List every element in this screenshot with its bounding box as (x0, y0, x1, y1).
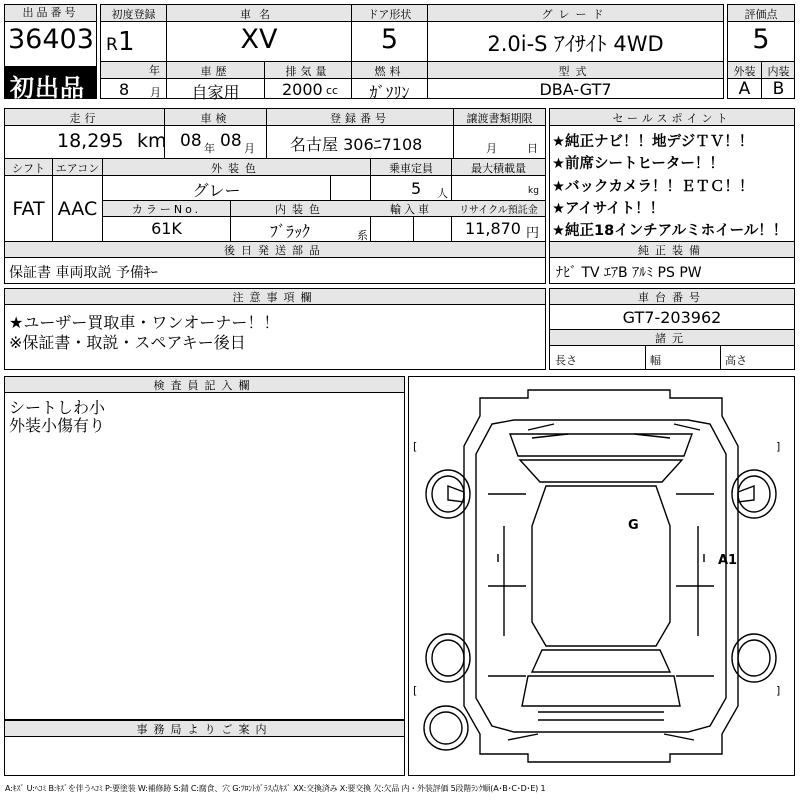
plate-number: 名古屋 306ﾆ7108 (290, 135, 423, 154)
shift-label: シフト (12, 162, 45, 175)
insp-month: 08 (220, 131, 242, 151)
car-name: XV (240, 24, 278, 55)
plate-label: 登録番号 (330, 112, 390, 125)
ac: AAC (57, 198, 98, 220)
later-parts: 保証書 車両取説 予備ｷｰ (9, 265, 158, 281)
recycle-unit: 円 (526, 226, 540, 241)
mileage-label: 走行 (69, 112, 100, 125)
recycle-label: リサイクル預託金 (459, 205, 538, 216)
height-label: 高さ (725, 354, 747, 367)
sales-point-2: ★前席シートヒーター！！ (552, 156, 724, 172)
grade: 2.0i-S ｱｲｻｲﾄ 4WD (487, 32, 664, 56)
door-label: ドア形状 (367, 8, 412, 21)
capacity: 5 (411, 179, 422, 198)
load-label: 最大積載量 (471, 162, 526, 175)
length-label: 長さ (555, 354, 577, 367)
displacement: 2000 (282, 80, 323, 99)
displacement-unit: cc (326, 84, 339, 97)
shift: FAT (12, 198, 45, 220)
damage-mark-side: A1 (718, 553, 738, 568)
sales-point-1: ★純正ナビ！！地デジＴＶ！！ (552, 134, 754, 150)
ext-color: グレー (192, 181, 241, 200)
era: R (106, 35, 118, 55)
fuel-label: 燃料 (374, 65, 405, 78)
history: 自家用 (191, 83, 240, 102)
ext-color-label: 外装色 (211, 162, 262, 175)
sales-points-label: セールスポイント (612, 112, 732, 125)
chassis-number: GT7-203962 (622, 308, 722, 327)
legend: A:ｷｽﾞ U:ﾍｺﾐ B:ｷｽﾞを伴うﾍｺﾐ P:要塗装 W:補修跡 S:錆 C:腐食、穴 G:ﾌﾛﾝﾄｶﾞﾗｽ点ｷｽﾞ XX:交換済み X:要交換 欠:欠品 内・外装評価 5段階ﾗﾝｸ順(A･B･C･D･E) 1 (5, 784, 546, 793)
grade-label: グレード (541, 8, 610, 21)
int-color: ﾌﾞﾗｯｸ (270, 222, 311, 241)
color-no: 61K (151, 219, 182, 238)
lot-number: 36403 (8, 24, 94, 55)
reg-year: 1 (118, 27, 135, 57)
diagram-bracket-rr: ] (776, 684, 781, 697)
later-parts-label: 後日発送部品 (224, 244, 326, 257)
notes-label: 注意事項欄 (232, 291, 318, 304)
equipment-label: 純正装備 (638, 244, 706, 257)
int-color-label: 内装色 (275, 203, 326, 216)
inspector-line-2: 外装小傷有り (9, 416, 106, 435)
door-type: 5 (380, 24, 399, 55)
transfer-day-unit: 日 (527, 142, 538, 155)
capacity-label: 乗車定員 (389, 162, 433, 175)
first-listing-text: 初出品 (10, 74, 85, 102)
sales-point-5: ★純正18インチアルミホイール！！ (552, 223, 788, 239)
sales-point-3: ★バックカメラ！！ＥＴＣ！！ (552, 179, 754, 195)
displacement-label: 排気量 (285, 65, 331, 78)
notes-line-1: ★ユーザー買取車・ワンオーナー！！ (9, 313, 280, 332)
recycle-fee: 11,870 (465, 219, 521, 238)
month-unit: 月 (150, 86, 161, 99)
capacity-unit: 人 (437, 187, 448, 200)
score-label: 評価点 (744, 8, 778, 21)
ac-label: エアコン (55, 162, 100, 175)
import-label: 輸入車 (390, 203, 432, 216)
sales-point-4: ★アイサイト！！ (552, 201, 665, 217)
insp-year: 08 (180, 131, 202, 151)
inspection-label: 車検 (200, 112, 231, 125)
model-label: 型式 (558, 65, 593, 78)
inspector-line-1: シートしわ小 (9, 398, 106, 417)
year-unit: 年 (149, 64, 160, 77)
exterior-grade-label: 外装 (733, 65, 756, 78)
specs-label: 諸元 (655, 332, 689, 345)
mileage-unit: km (137, 130, 167, 152)
history-label: 車歴 (200, 65, 231, 78)
diagram-bracket-rl: [ (413, 684, 418, 697)
color-no-label: カラーNo. (131, 203, 202, 216)
int-color-unit: 系 (357, 229, 368, 242)
diagram-bracket-fr: ] (776, 440, 781, 453)
insp-year-unit: 年 (204, 142, 215, 155)
transfer-label: 譲渡書類期限 (466, 112, 533, 125)
diagram-bracket-fl: [ (413, 440, 418, 453)
insp-month-unit: 月 (244, 142, 255, 155)
score: 5 (752, 24, 770, 55)
fuel: ｶﾞｿﾘﾝ (369, 83, 410, 102)
first-reg-label: 初度登録 (111, 8, 156, 21)
office-label: 事務局よりご案内 (136, 723, 273, 736)
interior-grade-label: 内装 (767, 65, 790, 78)
damage-mark-roof: G (628, 518, 639, 533)
exterior-grade: A (738, 79, 751, 99)
model: DBA-GT7 (539, 80, 612, 99)
car-diagram (408, 376, 795, 776)
width-label: 幅 (650, 354, 661, 367)
interior-grade: B (772, 79, 785, 99)
load-unit: kg (528, 186, 539, 196)
inspector-label: 検査員記入欄 (153, 379, 256, 392)
chassis-label: 車台番号 (638, 291, 706, 304)
transfer-month-unit: 月 (486, 142, 497, 155)
equipment: ﾅﾋﾞ TV ｴｱB ｱﾙﾐ PS PW (556, 265, 702, 281)
reg-month: 8 (119, 80, 130, 99)
notes-line-2: ※保証書・取説・スペアキー後日 (9, 333, 246, 352)
mileage: 18,295 (57, 130, 124, 152)
car-name-label: 車名 (240, 8, 278, 21)
lot-number-label: 出品番号 (5, 5, 96, 21)
